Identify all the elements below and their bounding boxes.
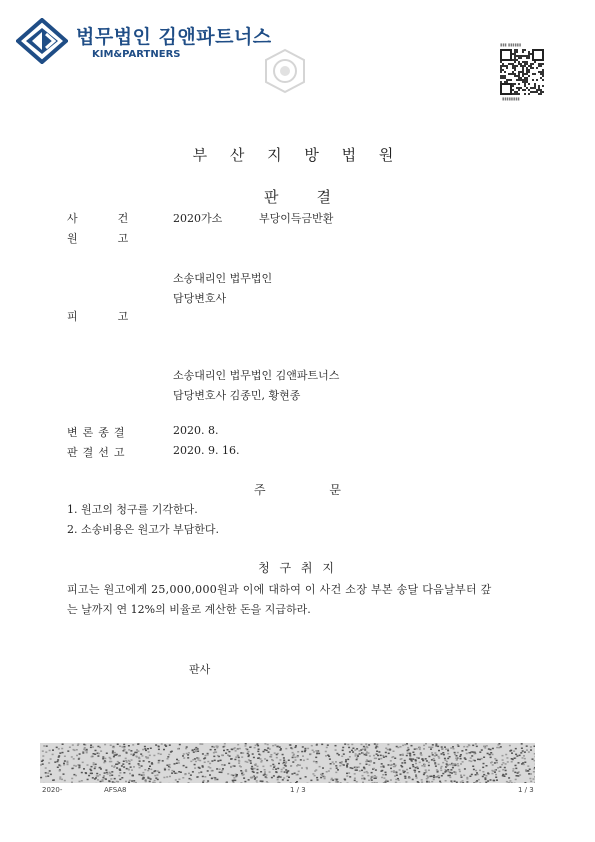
document-title: 판결 xyxy=(264,188,369,206)
footer-page-center: 1 / 3 xyxy=(290,786,306,794)
footer-code: AFSA8 xyxy=(104,786,127,794)
firm-logo-icon xyxy=(16,18,68,64)
closing-date: 2020. 8. xyxy=(173,424,219,437)
claim-line: 피고는 원고에게 25,000,000원과 이에 대하여 이 사건 소장 부본 송달 다음날부터 갚 xyxy=(67,583,492,596)
document-qr-code-icon xyxy=(500,49,544,95)
firm-logo xyxy=(16,18,272,64)
claim-line: 는 날까지 연 12%의 비율로 계산한 돈을 지급하라. xyxy=(67,603,311,616)
case-type: 부당이득금반환 xyxy=(259,212,334,225)
firm-name-korean: 법무법인 김앤파트너스 xyxy=(76,26,272,48)
qr-subcaption: ▮▮▮▮▮▮▮▮ xyxy=(502,96,520,101)
plaintiff-counsel: 소송대리인 법무법인 xyxy=(173,272,273,285)
order-item: 2. 소송비용은 원고가 부담한다. xyxy=(67,523,219,536)
qr-caption: ▮▮▮ ▮▮▮▮▮▮ xyxy=(500,42,522,47)
case-label: 사건 xyxy=(67,212,169,225)
footer-page-number: 1 / 3 xyxy=(518,786,534,794)
order-heading: 주 문 xyxy=(254,483,371,497)
defendant-counsel: 소송대리인 법무법인 김앤파트너스 xyxy=(173,369,340,382)
case-number: 2020가소 xyxy=(173,212,223,225)
plaintiff-label: 원고 xyxy=(67,232,169,245)
firm-name-english: KIM&PARTNERS xyxy=(92,49,181,60)
plaintiff-attorney: 담당변호사 xyxy=(173,292,227,305)
defendant-label: 피고 xyxy=(67,310,169,323)
defendant-attorneys: 담당변호사 김종민, 황현종 xyxy=(173,389,301,402)
footer-date: 2020- xyxy=(42,786,63,794)
security-pattern-band xyxy=(40,743,535,783)
claim-text xyxy=(67,580,527,620)
order-item: 1. 원고의 청구를 기각한다. xyxy=(67,503,198,516)
judgment-date-label: 판결선고 xyxy=(67,446,130,459)
judgment-date: 2020. 9. 16. xyxy=(173,444,240,457)
claim-heading: 청 구 취 지 xyxy=(258,561,337,575)
closing-label: 변론종결 xyxy=(67,426,130,439)
court-seal-icon xyxy=(262,48,308,94)
court-name: 부 산 지 방 법 원 xyxy=(192,146,403,164)
judge-signature: 판사 xyxy=(189,663,211,676)
